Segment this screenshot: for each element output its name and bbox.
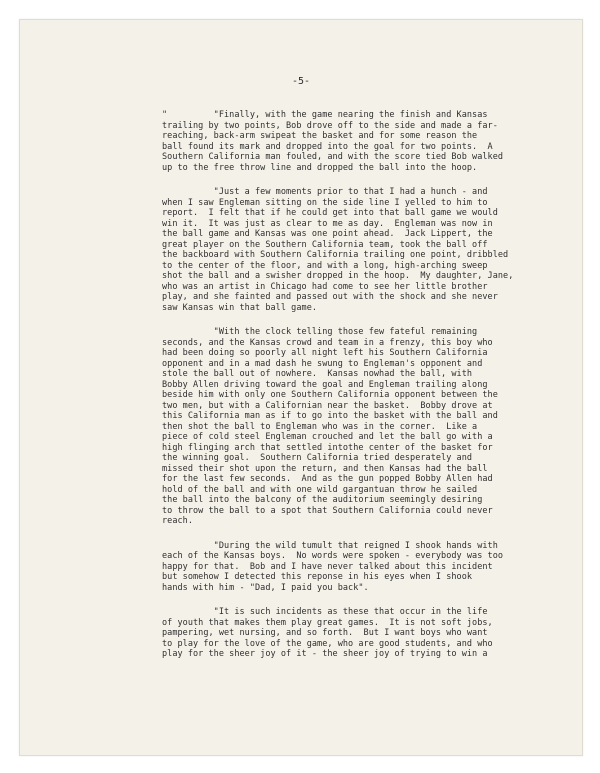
text-line: to throw the ball to a spot that Southern California could never	[162, 505, 493, 516]
document-page	[19, 19, 583, 756]
text-line: the ball game and Kansas was one point ahead. Jack Lippert, the	[162, 229, 493, 239]
text-line: report. I felt that if he could get into that ball game we would	[162, 208, 498, 218]
text-line: "Just a few moments prior to that I had a hunch - and	[162, 187, 488, 197]
text-line: "With the clock telling those few fateful remaining	[162, 327, 478, 337]
text-line: beside him with only one Southern California opponent between the	[162, 390, 498, 400]
text-line: trailing by two points, Bob drove off to the side and made a far-	[162, 120, 498, 131]
paragraph	[162, 110, 572, 173]
text-line: then shot the ball to Engleman who was in the corner. Like a	[162, 421, 478, 432]
text-line: each of the Kansas boys. No words were spoken - everybody was too	[162, 551, 504, 561]
text-line: piece of cold steel Engleman crouched and let the ball go with a	[162, 432, 493, 442]
text-line: great player on the Southern California team, took the ball off	[162, 239, 488, 250]
text-line: hands with him - "Dad, I paid you back".	[162, 582, 369, 593]
text-line: to the center of the floor, and with a long, high-arching sweep	[162, 260, 488, 271]
text-line: this California man as if to go into the basket with the ball and	[162, 411, 498, 421]
text-line: reach.	[162, 516, 194, 526]
text-line: but somehow I detected this reponse in his eyes when I shook	[162, 572, 473, 582]
text-line: the winning goal. Southern California tried desperately and	[162, 453, 473, 463]
text-line: when I saw Engleman sitting on the side line I yelled to him to	[162, 197, 488, 208]
text-line: pampering, wet nursing, and so forth. But I want boys who want	[162, 628, 488, 638]
text-line: ball found its mark and dropped into the goal for two points. A	[162, 141, 493, 152]
text-line: had been doing so poorly all night left his Southern California	[162, 348, 488, 358]
text-line: "It is such incidents as these that occur in the life	[162, 607, 488, 617]
text-line: hold of the ball and with one wild gargantuan throw he sailed	[162, 484, 478, 495]
text-line: play for the sheer joy of it - the sheer joy of trying to win a	[162, 649, 488, 659]
text-line: missed their shot upon the return, and then Kansas had the ball	[162, 463, 488, 474]
text-line: of youth that makes them play great games. It is not soft jobs,	[162, 617, 493, 628]
text-line: saw Kansas win that ball game.	[162, 302, 318, 313]
text-line: seconds, and the Kansas crowd and team in a frenzy, this boy who	[162, 337, 493, 348]
text-line: Southern California man fouled, and with the score tied Bob walked	[162, 152, 504, 162]
text-line: Bobby Allen driving toward the goal and Engleman trailing along	[162, 379, 488, 390]
text-line: " "Finally, with the game nearing the finish and Kansas	[162, 110, 488, 120]
body-text	[162, 110, 572, 674]
page-number: -5-	[291, 76, 311, 87]
text-line: for the last few seconds. And as the gun popped Bobby Allen had	[162, 474, 493, 484]
text-line: happy for that. Bob and I have never talked about this incident	[162, 561, 493, 572]
text-line: two men, but with a Californian near the basket. Bobby drove at	[162, 400, 493, 411]
text-line: high flinging arch that settled intothe center of the basket for	[162, 442, 493, 453]
text-line: up to the free throw line and dropped the ball into the hoop.	[162, 162, 478, 173]
paragraph	[162, 187, 572, 313]
text-line: opponent and in a mad dash he swung to Engleman's opponent and	[162, 358, 483, 369]
paragraph	[162, 607, 572, 660]
paragraph	[162, 541, 572, 594]
text-line: reaching, back-arm swipeat the basket and for some reason the	[162, 131, 478, 141]
paragraph	[162, 327, 572, 527]
text-line: play, and she fainted and passed out with the shock and she never	[162, 292, 498, 302]
text-line: "During the wild tumult that reigned I shook hands with	[162, 540, 498, 551]
text-line: the backboard with Southern California trailing one point, dribbled	[162, 250, 509, 260]
text-line: win it. It was just as clear to me as day. Engleman was now in	[162, 218, 493, 229]
text-line: the ball into the balcony of the auditorium seemingly desiring	[162, 495, 483, 505]
text-line: who was an artist in Chicago had come to see her little brother	[162, 281, 488, 292]
text-line: to play for the love of the game, who are good students, and who	[162, 638, 493, 649]
text-line: stole the ball out of nowhere. Kansas nowhad the ball, with	[162, 369, 473, 379]
text-line: shot the ball and a swisher dropped in the hoop. My daughter, Jane,	[162, 271, 514, 281]
